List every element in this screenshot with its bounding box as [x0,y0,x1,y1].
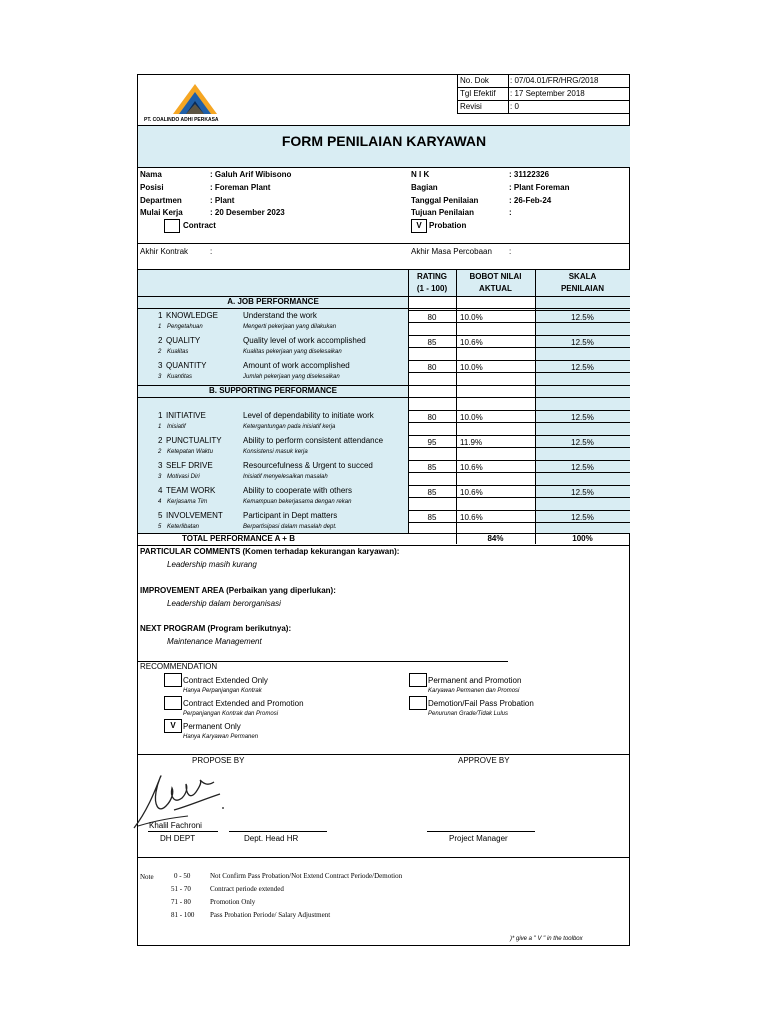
grid-line [408,372,630,373]
tujuan-penilaian-label: Tujuan Penilaian [411,208,474,217]
mulai-kerja-label: Mulai Kerja [140,208,183,217]
support-item-no: 5 [158,511,163,520]
support-item-sub-no: 4 [158,499,162,505]
mulai-kerja-value: : 20 Desember 2023 [210,208,285,217]
support-item-skala: 12.5% [571,413,594,422]
job-item-rating: 80 [427,363,437,372]
support-item-sub-no: 2 [158,449,162,455]
support-item-rating: 85 [427,488,437,497]
skala-header: SKALA [568,272,597,281]
support-item-sub-name: Ketepatan Waktu [167,449,213,455]
posisi-label: Posisi [140,183,164,192]
support-item-skala: 12.5% [571,463,594,472]
job-item-desc: Amount of work accomplished [243,361,350,370]
demotion-label: Demotion/Fail Pass Probation [428,699,534,708]
support-item-no: 2 [158,436,163,445]
probation-label: Probation [429,221,467,230]
permanent-only-label: Permanent Only [183,722,241,731]
akhir-kontrak-value: : [210,247,213,256]
total-performance-label: TOTAL PERFORMANCE A + B [182,534,295,543]
support-item-sub-no: 3 [158,474,162,480]
demotion-sub: Penurunan Grade/Tidak Lulus [428,711,508,717]
nik-label: N I K [411,170,430,179]
permanent-only-sub: Hanya Karyawan Permanen [183,734,259,740]
permanent-promotion-sub: Karyawan Permanen dan Promosi [428,688,520,694]
support-item-name: INVOLVEMENT [166,511,223,520]
contract-extended-only-checkbox[interactable] [164,673,182,687]
job-item-bobot: 10.0% [460,363,483,372]
dh-dept-label: DH DEPT [160,834,196,843]
note-range-2: 51 - 70 [171,885,191,893]
note-text-2: Contract periode extended [210,885,284,893]
rating-subheader: (1 - 100) [416,284,448,293]
support-item-name: PUNCTUALITY [166,436,222,445]
dept-head-hr-label: Dept. Head HR [244,834,299,843]
particular-comments-label: PARTICULAR COMMENTS (Komen terhadap kekurangan karyawan): [140,547,400,556]
note-range-4: 81 - 100 [171,911,195,919]
job-item-no: 3 [158,361,163,370]
form-title: FORM PENILAIAN KARYAWAN [281,133,487,149]
contract-checkbox[interactable] [164,219,180,233]
support-item-sub-no: 5 [158,524,162,530]
support-item-sub-name: Kerjasama Tim [167,499,208,505]
support-item-rating: 80 [427,413,437,422]
total-skala-value: 100% [572,534,593,543]
support-item-desc: Level of dependability to initiate work [243,411,374,420]
permanent-promotion-label: Permanent and Promotion [428,676,522,685]
nama-value: : Galuh Arif Wibisono [210,170,292,179]
grid-line [408,335,630,336]
support-item-sub-desc: Berpartisipasi dalam masalah dept. [243,524,337,530]
departmen-label: Departmen [140,196,182,205]
grid-line [408,522,630,523]
support-item-skala: 12.5% [571,488,594,497]
job-item-desc: Understand the work [243,311,317,320]
support-item-no: 3 [158,461,163,470]
grid-line [408,422,630,423]
job-item-rating: 85 [427,338,437,347]
permanent-only-checkbox[interactable]: V [164,719,182,733]
akhir-kontrak-label: Akhir Kontrak [140,247,189,256]
contract-extended-promotion-sub: Perpanjangan Kontrak dan Promosi [183,711,279,717]
probation-checkbox[interactable]: V [411,219,427,233]
grid-line [408,447,630,448]
support-item-bobot: 10.6% [460,463,483,472]
grid-line [408,360,630,361]
support-item-bobot: 10.0% [460,413,483,422]
grid-line [408,460,630,461]
akhir-masa-percobaan-label: Akhir Masa Percobaan [411,247,492,256]
departmen-value: : Plant [210,196,235,205]
tgl-efektif-label: Tgl Efektif [460,89,496,98]
bobot-subheader: AKTUAL [479,284,512,293]
tujuan-penilaian-value: : [509,208,512,217]
grid-line [408,347,630,348]
job-item-sub-desc: Jumlah pekerjaan yang diselesaikan [243,374,340,380]
particular-comments-value: Leadership masih kurang [167,560,257,569]
logo-mountain-icon [160,82,230,120]
company-logo [160,82,230,120]
support-item-desc: Ability to cooperate with others [243,486,352,495]
grid-line [408,510,630,511]
support-item-sub-name: Inisiatif [167,424,186,430]
no-dok-value: : 07/04.01/FR/HRG/2018 [510,76,599,85]
note-text-3: Promotion Only [210,898,256,906]
support-item-skala: 12.5% [571,438,594,447]
next-program-value: Maintenance Management [167,637,262,646]
job-item-bobot: 10.0% [460,313,483,322]
support-item-sub-desc: Konsistensi masuk kerja [243,449,308,455]
tanggal-penilaian-value: : 26-Feb-24 [509,196,552,205]
job-item-sub-name: Pengetahuan [167,324,203,330]
job-item-desc: Quality level of work accomplished [243,336,366,345]
support-item-sub-name: Motivasi Diri [167,474,200,480]
akhir-masa-percobaan-value: : [509,247,512,256]
job-item-name: QUANTITY [166,361,207,370]
job-item-bobot: 10.6% [460,338,483,347]
grid-line [408,485,630,486]
support-item-sub-name: Keterlibatan [167,524,200,530]
demotion-checkbox[interactable] [409,696,427,710]
support-item-bobot: 11.9% [460,438,483,447]
support-item-rating: 95 [427,438,437,447]
grid-line [408,472,630,473]
signer-name: Khalil Fachroni [149,821,202,830]
job-item-no: 2 [158,336,163,345]
support-item-no: 1 [158,411,163,420]
bagian-label: Bagian [411,183,438,192]
job-item-name: QUALITY [166,336,201,345]
recommendation-title: RECOMMENDATION [140,662,218,671]
contract-extended-only-sub: Hanya Perpanjangan Kontrak [183,688,262,694]
job-item-no: 1 [158,311,163,320]
support-item-no: 4 [158,486,163,495]
note-range-3: 71 - 80 [171,898,191,906]
support-item-name: INITIATIVE [166,411,206,420]
company-name: PT. COALINDO ADHI PERKASA [144,117,219,123]
evaluation-form-sheet [137,74,630,946]
support-item-bobot: 10.6% [460,513,483,522]
support-item-rating: 85 [427,513,437,522]
support-item-rating: 85 [427,463,437,472]
revisi-label: Revisi [460,102,482,111]
tanggal-penilaian-label: Tanggal Penilaian [411,196,479,205]
improvement-area-value: Leadership dalam berorganisasi [167,599,281,608]
bobot-header: BOBOT NILAI [469,272,522,281]
note-range-1: 0 - 50 [174,872,191,880]
approve-by-label: APPROVE BY [458,756,510,765]
support-item-name: SELF DRIVE [166,461,213,470]
note-text-4: Pass Probation Periode/ Salary Adjustment [210,911,331,919]
support-item-skala: 12.5% [571,513,594,522]
support-item-desc: Participant in Dept matters [243,511,338,520]
job-item-sub-no: 3 [158,374,162,380]
grid-line [408,435,630,436]
note-text-1: Not Confirm Pass Probation/Not Extend Contract Periode/Demotion [210,872,403,880]
support-item-desc: Resourcefulness & Urgent to succed [243,461,373,470]
support-item-sub-desc: Inisiatif menyelesaikan masalah [243,474,328,480]
job-item-sub-desc: Mengerti pekerjaan yang dilakukan [243,324,337,330]
project-manager-label: Project Manager [449,834,508,843]
job-item-rating: 80 [427,313,437,322]
job-item-sub-no: 2 [158,349,162,355]
support-item-desc: Ability to perform consistent attendance [243,436,384,445]
grid-line [408,322,630,323]
permanent-promotion-checkbox[interactable] [409,673,427,687]
section-b-title: B. SUPPORTING PERFORMANCE [208,386,337,395]
support-item-sub-desc: Kemampuan bekerjasama dengan rekan [243,499,352,505]
grid-line [408,410,630,411]
job-item-skala: 12.5% [571,338,594,347]
job-item-skala: 12.5% [571,313,594,322]
contract-extended-promotion-label: Contract Extended and Promotion [183,699,304,708]
job-item-sub-desc: Kualitas pekerjaan yang diselesaikan [243,349,342,355]
total-bobot-value: 84% [487,534,504,543]
contract-extended-only-label: Contract Extended Only [183,676,268,685]
no-dok-label: No. Dok [460,76,489,85]
revisi-value: : 0 [510,102,519,111]
section-a-title: A. JOB PERFORMANCE [227,297,319,306]
support-item-bobot: 10.6% [460,488,483,497]
next-program-label: NEXT PROGRAM (Program berikutnya): [140,624,292,633]
job-item-sub-name: Kualitas [167,349,189,355]
job-item-sub-name: Kuantitas [167,374,193,380]
nik-value: : 31122326 [509,170,550,179]
grid-line [408,497,630,498]
contract-extended-promotion-checkbox[interactable] [164,696,182,710]
bagian-value: : Plant Foreman [509,183,570,192]
toolbox-footer-note: )* give a " V " in the toolbox [510,936,583,942]
job-item-skala: 12.5% [571,363,594,372]
improvement-area-label: IMPROVEMENT AREA (Perbaikan yang diperlukan): [140,586,336,595]
support-item-sub-desc: Ketergantungan pada inisiatif kerja [243,424,336,430]
contract-label: Contract [183,221,216,230]
note-label: Note [140,873,154,881]
support-item-sub-no: 1 [158,424,162,430]
support-item-name: TEAM WORK [166,486,216,495]
propose-by-label: PROPOSE BY [192,756,245,765]
grid-line [408,310,630,311]
job-item-name: KNOWLEDGE [166,311,219,320]
tgl-efektif-value: : 17 September 2018 [510,89,585,98]
posisi-value: : Foreman Plant [210,183,271,192]
nama-label: Nama [140,170,162,179]
job-item-sub-no: 1 [158,324,162,330]
skala-subheader: PENILAIAN [560,284,605,293]
rating-header: RATING [416,272,448,281]
